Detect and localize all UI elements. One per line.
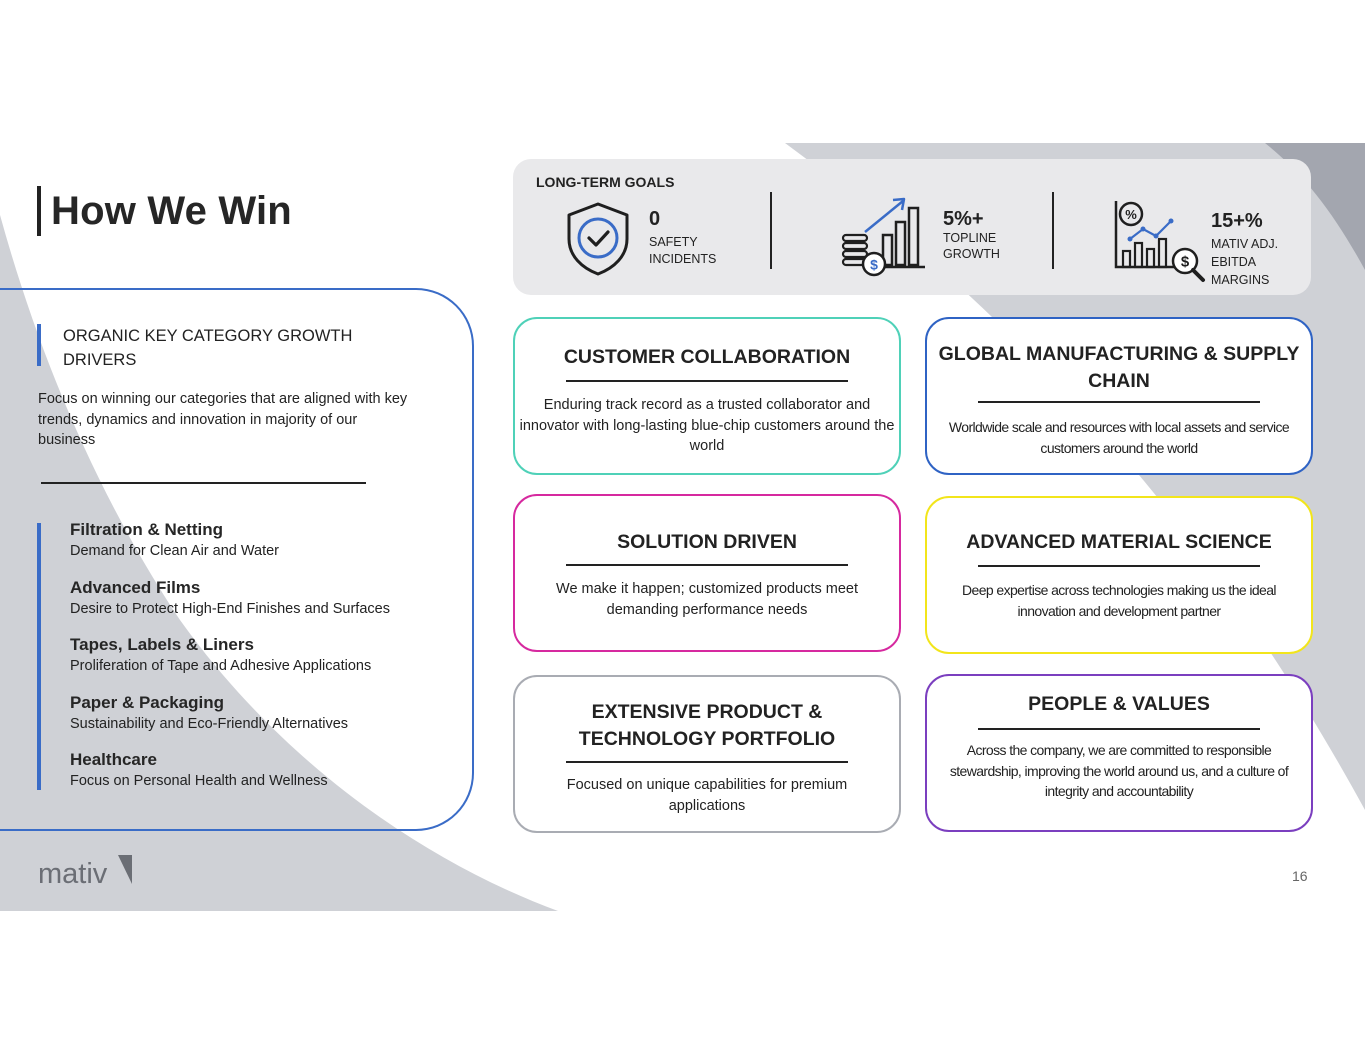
category-desc: Focus on Personal Health and Wellness	[70, 773, 328, 789]
page-number: 16	[1292, 868, 1308, 884]
category-item	[70, 749, 460, 807]
logo-triangle	[118, 855, 132, 884]
goals-label: LONG-TERM GOALS	[536, 174, 675, 190]
goal-value: 0	[649, 208, 661, 230]
card-text: Deep expertise across technologies making us the ideal innovation and development partner	[962, 582, 1276, 619]
card-extensive-portfolio	[513, 675, 901, 833]
page-title: How We Win	[51, 188, 292, 233]
goal-separator	[770, 192, 772, 269]
categories-accent-bar	[37, 523, 41, 790]
card-customer-collaboration	[513, 317, 901, 475]
card-text: Focused on unique capabilities for premium applications	[566, 777, 848, 814]
card-text: Enduring track record as a trusted collaborator and innovator with long-lasting blue-chip customers around the world	[519, 397, 895, 454]
card-divider	[566, 380, 848, 382]
category-desc: Demand for Clean Air and Water	[70, 543, 280, 559]
left-intro: Focus on winning our categories that are aligned with key trends, dynamics and innovation in majority of our business	[38, 391, 408, 448]
svg-text:%: %	[1125, 207, 1137, 222]
card-divider	[978, 401, 1260, 403]
card-title: GLOBAL MANUFACTURING & SUPPLY CHAIN	[938, 343, 1300, 392]
card-divider	[566, 564, 848, 566]
goal-label-line: INCIDENTS	[649, 252, 717, 266]
heading-accent-bar	[37, 324, 41, 366]
margin-chart-magnifier-icon	[1113, 199, 1209, 287]
left-heading: ORGANIC KEY CATEGORY GROWTH DRIVERS	[63, 327, 353, 369]
card-divider	[566, 761, 848, 763]
card-title: PEOPLE & VALUES	[1028, 693, 1210, 715]
mativ-logo	[38, 852, 138, 888]
logo-wordmark: mativ	[38, 858, 108, 888]
goal-value: 15+%	[1211, 210, 1263, 232]
goal-label	[649, 234, 716, 268]
goal-separator	[1052, 192, 1054, 269]
category-item	[70, 577, 460, 635]
category-name: Paper & Packaging	[70, 692, 225, 712]
goal-label-line: TOPLINE	[943, 231, 997, 245]
goal-label	[1211, 235, 1311, 289]
category-item	[70, 692, 460, 750]
card-divider	[978, 565, 1260, 567]
category-list	[70, 519, 460, 807]
shield-check-icon	[565, 201, 631, 277]
category-desc: Sustainability and Eco-Friendly Alternatives	[70, 715, 349, 732]
card-advanced-material-science	[925, 496, 1313, 654]
title-block	[37, 186, 292, 236]
card-divider	[978, 728, 1260, 730]
card-title: ADVANCED MATERIAL SCIENCE	[966, 531, 1272, 553]
category-name: Advanced Films	[70, 577, 201, 597]
card-title: CUSTOMER COLLABORATION	[563, 346, 851, 368]
goal-label-line: EBITDA MARGINS	[1211, 255, 1270, 287]
category-item	[70, 634, 460, 692]
category-name: Healthcare	[70, 750, 157, 769]
card-solution-driven	[513, 494, 901, 652]
category-name: Filtration & Netting	[70, 520, 223, 539]
long-term-goals-panel	[513, 159, 1311, 295]
goal-label	[943, 231, 1000, 262]
svg-text:$: $	[1180, 253, 1190, 271]
card-text: We make it happen; customized products meet demanding performance needs	[556, 581, 858, 618]
title-accent-bar	[37, 186, 41, 236]
goal-label-line: SAFETY	[649, 235, 698, 249]
svg-text:$: $	[870, 256, 878, 273]
card-title: EXTENSIVE PRODUCT & TECHNOLOGY PORTFOLIO	[578, 701, 836, 750]
category-desc: Desire to Protect High-End Finishes and Surfaces	[70, 600, 390, 617]
goal-value: 5%+	[943, 208, 984, 230]
category-item	[70, 519, 460, 577]
left-divider	[41, 482, 366, 484]
card-global-manufacturing	[925, 317, 1313, 475]
card-title: SOLUTION DRIVEN	[617, 531, 797, 553]
card-text: Worldwide scale and resources with local assets and service customers around the world	[948, 419, 1290, 456]
growth-chart-coins-icon	[841, 195, 927, 279]
goal-label-line: MATIV ADJ.	[1211, 237, 1279, 251]
goal-label-line: GROWTH	[943, 246, 1000, 261]
category-desc: Proliferation of Tape and Adhesive Applications	[70, 658, 372, 674]
card-text: Across the company, we are committed to responsible stewardship, improving the world around us, and a culture of integrity and accountability	[949, 742, 1289, 799]
category-name: Tapes, Labels & Liners	[70, 635, 254, 654]
card-people-values	[925, 674, 1313, 832]
